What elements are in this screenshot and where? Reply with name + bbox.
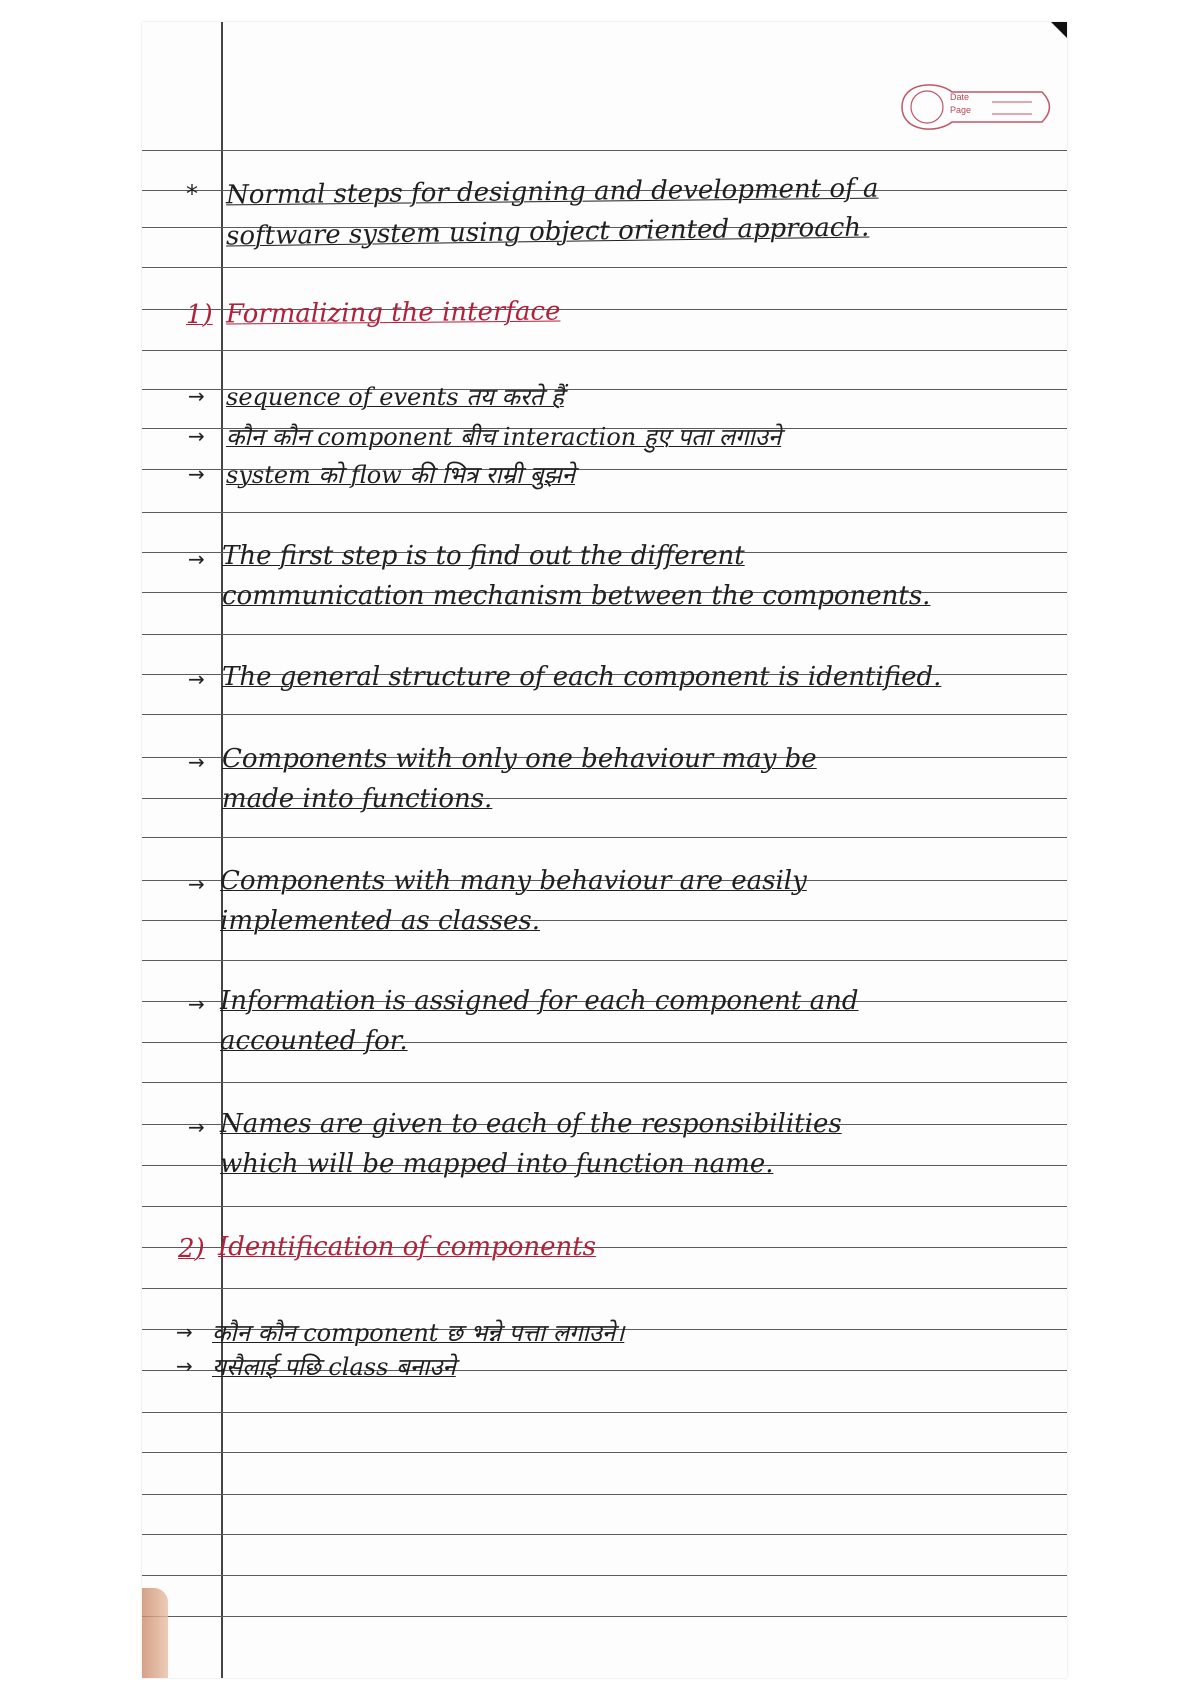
section-2-title: Identification of components — [218, 1232, 597, 1262]
point-4-line-1: Components with many behaviour are easily — [220, 866, 807, 896]
margin-line — [221, 22, 223, 1678]
hindi-point-2: कौन कौन component बीच interaction हुए पता लगाउने — [226, 423, 782, 451]
arrow-bullet: → — [188, 667, 205, 691]
arrow-bullet: → — [188, 424, 205, 448]
hindi-point-3: system को flow की भित्र राम्री बुझने — [226, 461, 575, 489]
point-3-line-1: Components with only one behaviour may be — [222, 744, 817, 774]
arrow-bullet: → — [188, 462, 205, 486]
stamp-date-label: Date — [950, 92, 970, 102]
section-1-number: 1) — [186, 300, 213, 330]
heading-line-2: software system using object oriented approach. — [225, 212, 870, 252]
corner-mark — [1051, 22, 1067, 38]
arrow-bullet: → — [188, 872, 205, 896]
section-2-hindi-point-1: कौन कौन component छ भन्ने पत्ता लगाउने। — [212, 1319, 625, 1347]
point-4-line-2: implemented as classes. — [220, 906, 541, 936]
finger-shadow — [142, 1588, 168, 1678]
arrow-bullet: → — [188, 750, 205, 774]
arrow-bullet: → — [176, 1354, 193, 1378]
heading-marker: * — [186, 180, 198, 208]
date-page-stamp — [892, 72, 1052, 142]
arrow-bullet: → — [176, 1320, 193, 1344]
arrow-bullet: → — [188, 1115, 205, 1139]
arrow-bullet: → — [188, 384, 205, 408]
point-2-line-1: The general structure of each component is identified. — [222, 662, 942, 692]
heading-line-1: Normal steps for designing and development of a — [225, 173, 879, 211]
point-6-line-2: which will be mapped into function name. — [220, 1149, 774, 1179]
notebook-page — [142, 22, 1067, 1678]
hindi-point-1: sequence of events तय करते हैं — [226, 383, 564, 411]
point-5-line-2: accounted for. — [220, 1026, 408, 1056]
arrow-bullet: → — [188, 992, 205, 1016]
point-6-line-1: Names are given to each of the responsibilities — [220, 1109, 842, 1139]
point-5-line-1: Information is assigned for each component and — [220, 986, 859, 1016]
section-1-title: Formalizing the interface — [225, 296, 561, 330]
point-3-line-2: made into functions. — [222, 784, 493, 814]
stamp-page-label: Page — [950, 105, 972, 115]
point-1-line-2: communication mechanism between the components. — [222, 581, 931, 611]
point-1-line-1: The first step is to find out the different — [222, 541, 745, 571]
section-2-hindi-point-2: यसैलाई पछि class बनाउने — [212, 1353, 456, 1381]
section-2-number: 2) — [178, 1234, 205, 1264]
arrow-bullet: → — [188, 547, 205, 571]
